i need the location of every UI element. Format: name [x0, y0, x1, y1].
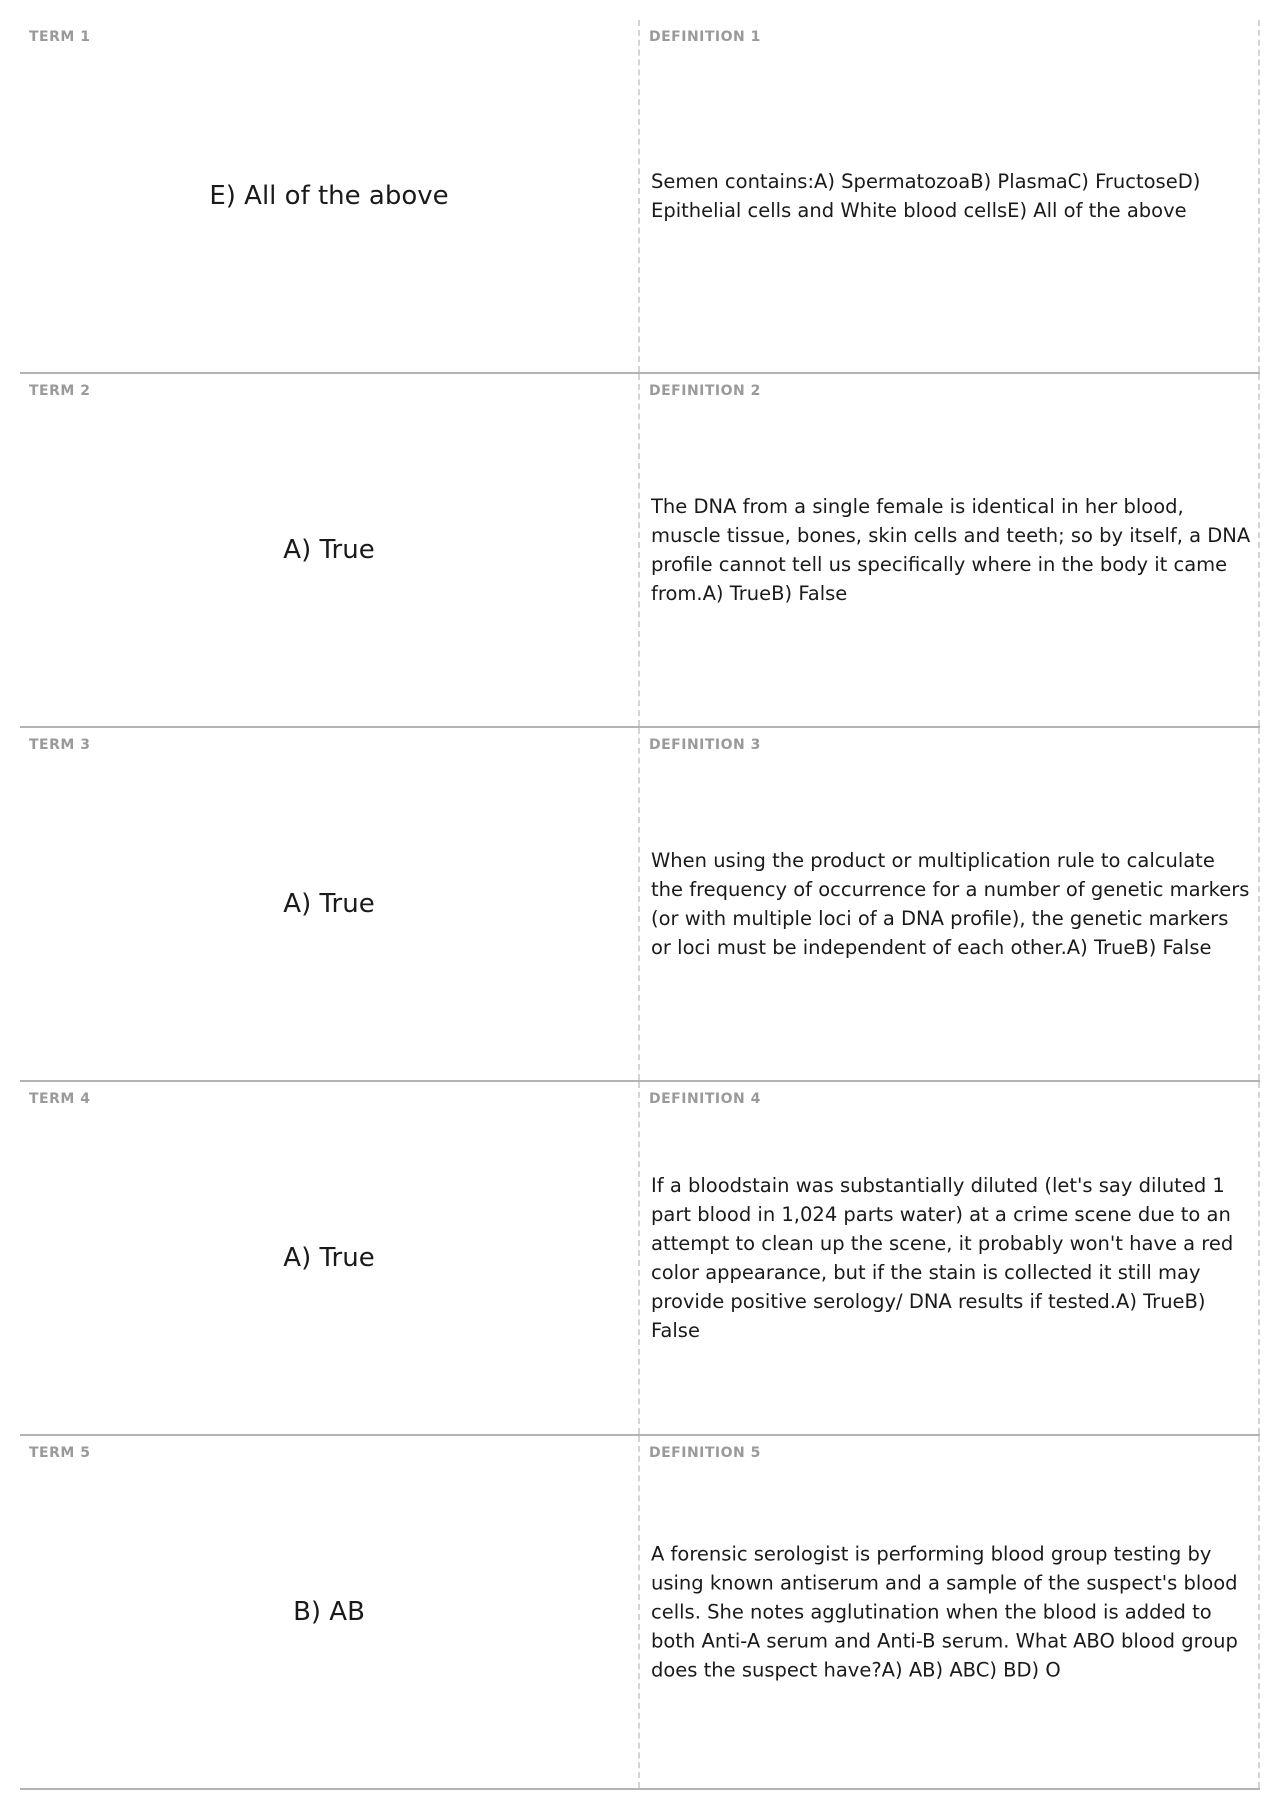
term-cell	[20, 728, 640, 1080]
definition-text: The DNA from a single female is identical in her blood, muscle tissue, bones, skin cells and teeth; so by itself, a DNA profile cannot tell us specifically where in the body it came from.A) TrueB) False	[651, 495, 1251, 605]
term-text: A) True	[283, 1243, 375, 1273]
definition-label: DEFINITION 5	[649, 1445, 761, 1461]
definition-cell	[640, 374, 1260, 726]
term-label: TERM 5	[29, 1445, 91, 1461]
term-label: TERM 4	[29, 1091, 91, 1107]
definition-text: If a bloodstain was substantially diluted (let's say diluted 1 part blood in 1,024 parts water) at a crime scene due to an attempt to clean up the scene, it probably won't have a red color appearance, but if the stain is collected it still may provide positive serology/ DNA results if tested.A) TrueB) False	[651, 1174, 1234, 1342]
definition-cell	[640, 20, 1260, 372]
term-text: A) True	[283, 535, 375, 565]
term-text: E) All of the above	[209, 181, 449, 211]
card-row-3	[20, 728, 1260, 1082]
term-label: TERM 3	[29, 737, 91, 753]
definition-label: DEFINITION 4	[649, 1091, 761, 1107]
term-label: TERM 1	[29, 29, 91, 45]
term-cell	[20, 1436, 640, 1788]
definition-label: DEFINITION 2	[649, 383, 761, 399]
definition-label: DEFINITION 3	[649, 737, 761, 753]
card-row-2	[20, 374, 1260, 728]
card-row-1	[20, 20, 1260, 374]
term-cell	[20, 1082, 640, 1434]
flashcard-sheet	[20, 20, 1260, 1790]
definition-label: DEFINITION 1	[649, 29, 761, 45]
term-text: A) True	[283, 889, 375, 919]
definition-text: When using the product or multiplication rule to calculate the frequency of occurrence for a number of genetic markers (or with multiple loci of a DNA profile), the genetic markers or loci must be independent of each other.A) TrueB) False	[651, 849, 1250, 959]
term-cell	[20, 20, 640, 372]
term-cell	[20, 374, 640, 726]
card-row-5	[20, 1436, 1260, 1790]
card-row-4	[20, 1082, 1260, 1436]
definition-cell	[640, 728, 1260, 1080]
definition-text: Semen contains:A) SpermatozoaB) PlasmaC) FructoseD) Epithelial cells and White blood cellsE) All of the above	[651, 170, 1201, 222]
term-text: B) AB	[293, 1597, 365, 1627]
definition-text: A forensic serologist is performing blood group testing by using known antiserum and a sample of the suspect's blood cells. She notes agglutination when the blood is added to both Anti-A serum and Anti-B serum. What ABO blood group does the suspect have?A) AB) ABC) BD) O	[651, 1542, 1238, 1682]
term-label: TERM 2	[29, 383, 91, 399]
definition-cell	[640, 1436, 1260, 1788]
definition-cell	[640, 1082, 1260, 1434]
